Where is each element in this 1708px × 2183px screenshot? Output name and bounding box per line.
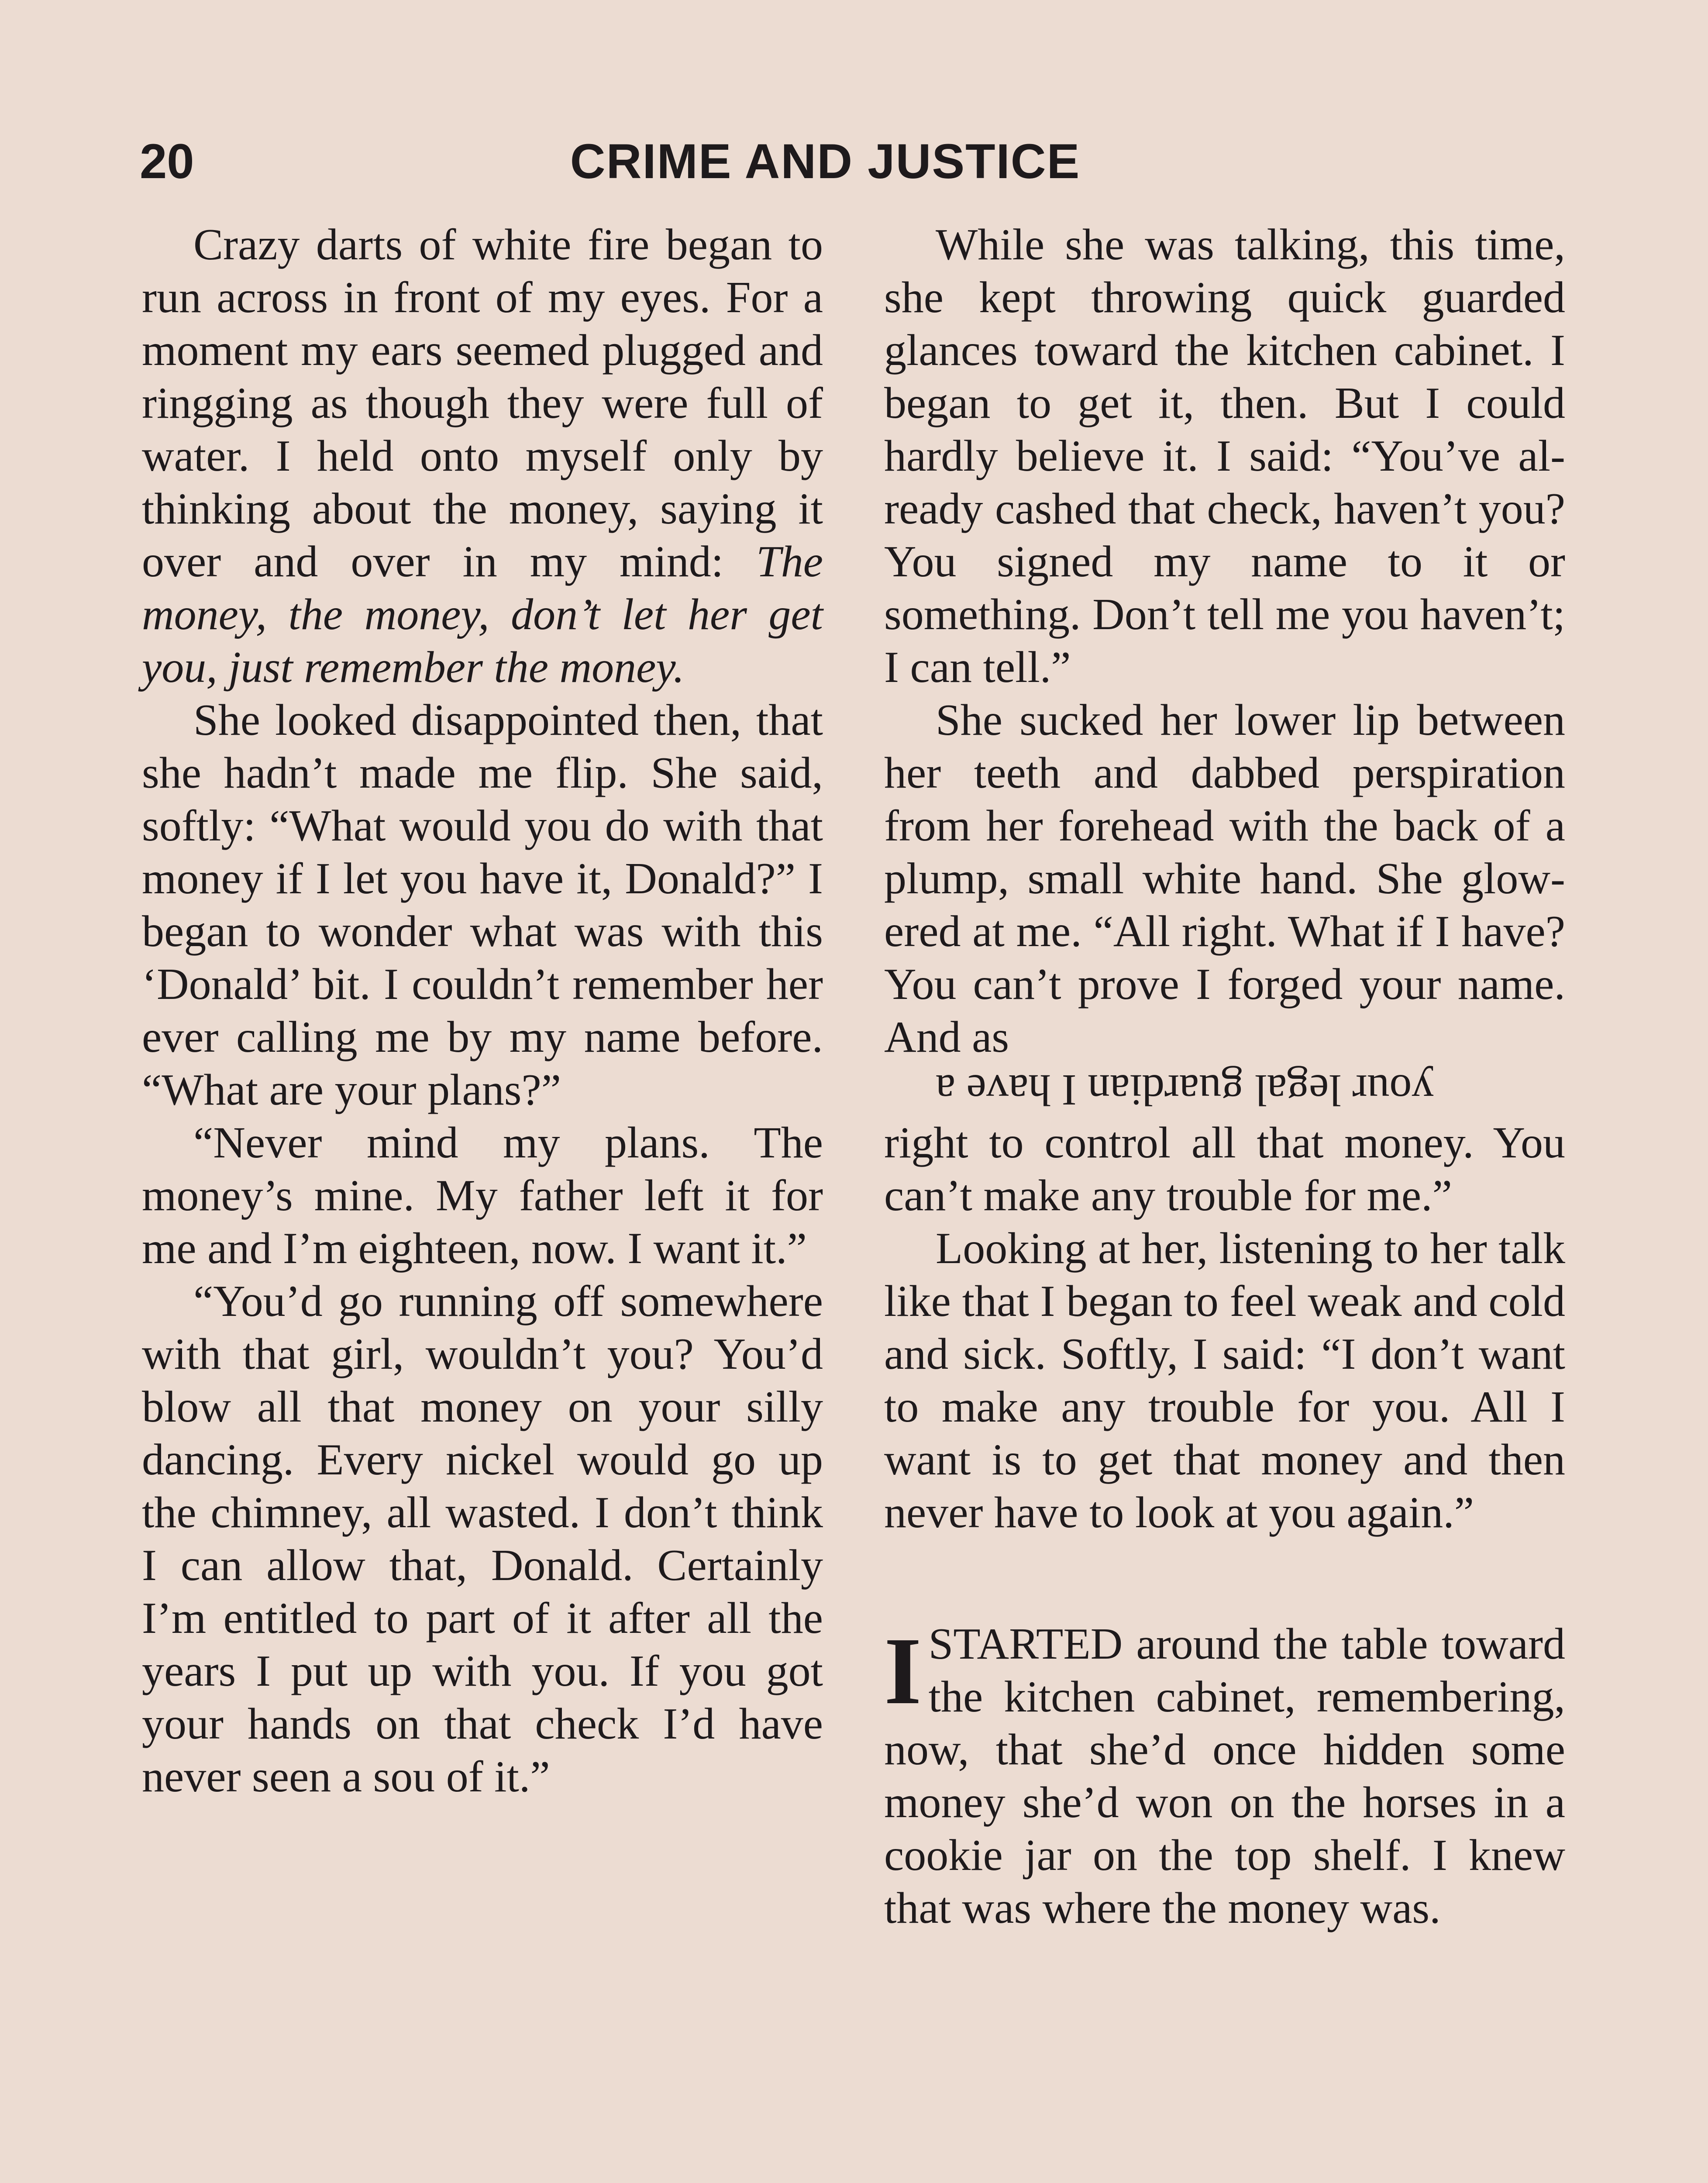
page-header — [0, 131, 1708, 192]
running-title: CRIME AND JUSTICE — [570, 134, 1081, 189]
italic-passage: The money, the money, don’t let her get you, just remember the money. — [142, 537, 823, 692]
paragraph: While she was talking, this time, she kept throwing quick guarded glances toward the kitchen cabinet. I began to get it, then. But I could hardly believe it. I said: “You’ve already cashed that check, haven’t you? You signed my name to it or something. Don’t tell me you haven’t; I can tell.” — [884, 220, 1565, 692]
paragraph: “Never mind my plans. The money’s mine. My father left it for me and I’m eighteen, now. I want it.” — [142, 1118, 823, 1273]
paragraph — [142, 218, 823, 694]
paragraph-text: right to control all that money. You can’t make any trouble for me.” — [884, 1118, 1565, 1220]
paragraph — [884, 694, 1565, 1222]
paragraph — [884, 1618, 1565, 1935]
paragraph: “You’d go running off somewhere with that girl, wouldn’t you? You’d blow all that money on your silly dancing. Every nickel would go up the chimney, all wasted. I don’t think I can allow that, Donald. Certainly I’m entitled to part of it after all the years I put up with you. If you got your hands on that check I’d have never seen a sou of it.” — [142, 1277, 823, 1801]
upside-down-text: your legal guardian I have a — [936, 1065, 1434, 1115]
paragraph: She looked disappointed then, that she hadn’t made me flip. She said, softly: “What would you do with that money if I let you have it, Donald?” I began to wonder what was with this ‘Donald’ bit. I couldn’t remember her ever calling me by my name before. “What are your plans?” — [142, 696, 823, 1115]
inverted-line — [884, 1064, 1565, 1116]
left-column — [142, 218, 823, 1803]
page-number: 20 — [140, 134, 194, 189]
paragraph: Looking at her, listening to her talk like that I began to feel weak and cold and sick. Softly, I said: “I don’t want to make any trouble for you. All I want is to get that money and then never have to look at you again.” — [884, 1224, 1565, 1537]
paragraph-text: STARTED around the table toward the kitchen cabinet, remembering, now, that she’d once hidden some money she’d won on the horses in a cookie jar on the top shelf. I knew that was where the money was. — [884, 1619, 1565, 1933]
paragraph-text: Crazy darts of white fire began to run across in front of my eyes. For a moment my ears seemed plugged and ringging as though they were full of water. I held onto myself only by thinking about the money, saying it over and over in my mind: — [142, 220, 823, 586]
paragraph-text: She sucked her lower lip between her teeth and dabbed perspiration from her forehead with the back of a plump, small white hand. She glowered at me. “All right. What if I have? You can’t prove I forged your name. And as — [884, 696, 1565, 1062]
right-column — [884, 218, 1565, 1935]
section-break — [884, 1539, 1565, 1618]
drop-cap: I — [884, 1618, 922, 1724]
